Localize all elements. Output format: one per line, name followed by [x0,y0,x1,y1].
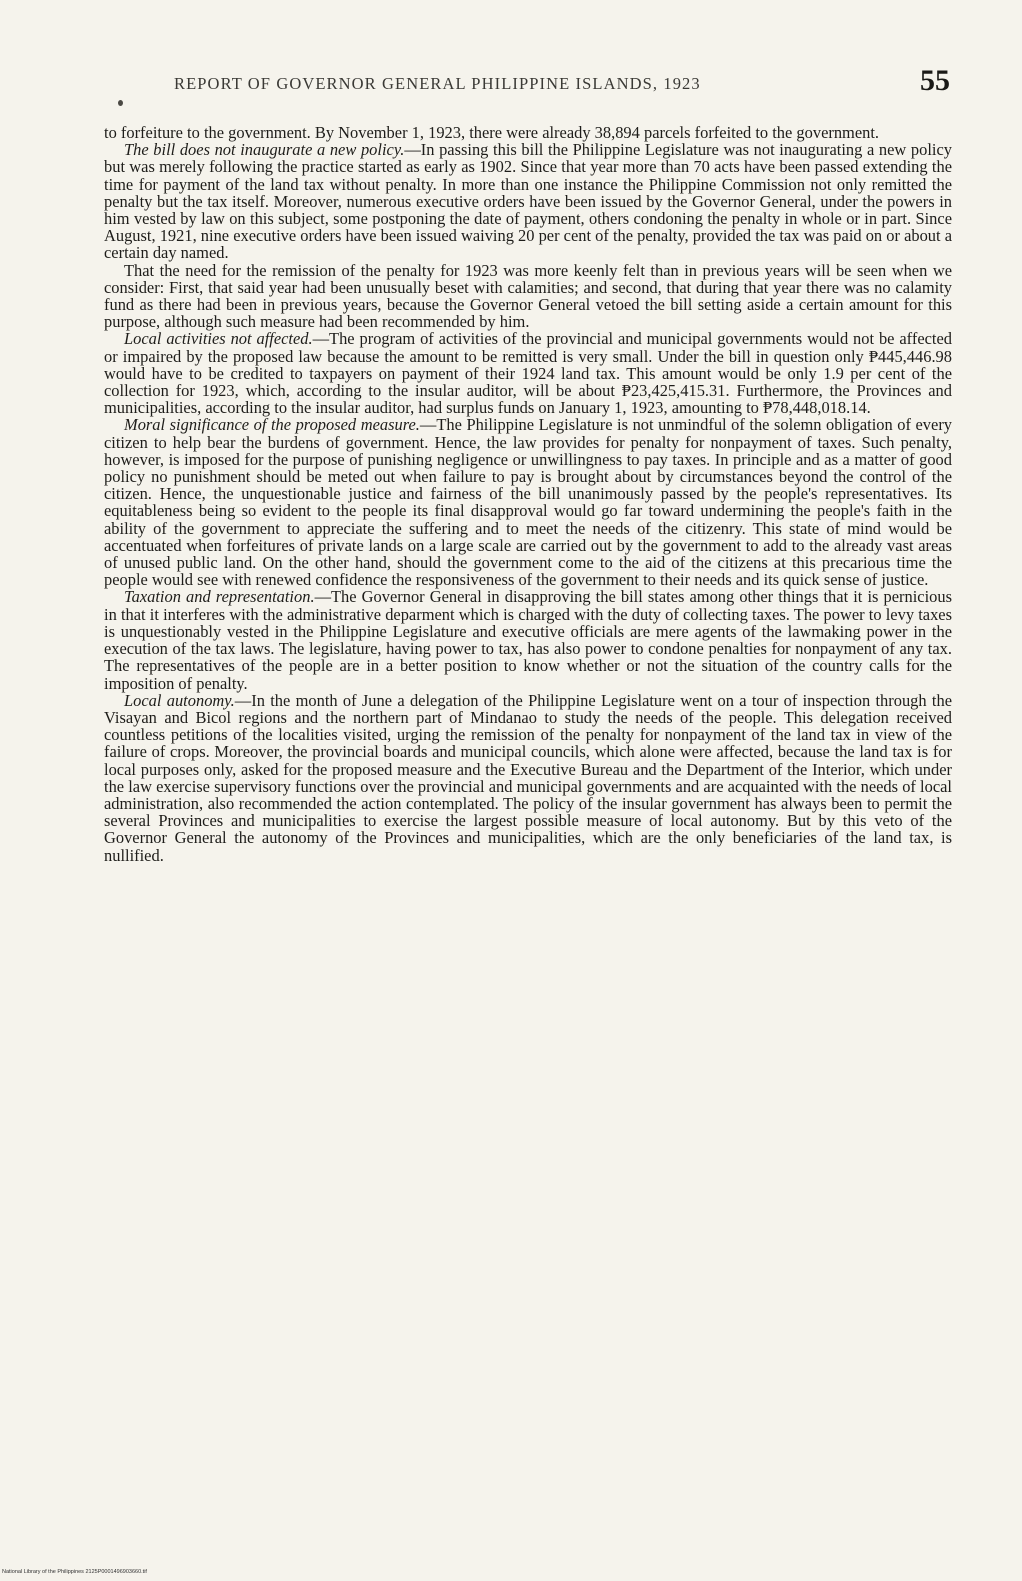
paragraph-lead: Local activities not affected. [124,329,313,349]
paragraph-text: —The Philippine Legislature is not unmindful of the solemn obligation of every citizen to help bear the burdens of government. Hence, the law provides for penalty for nonpayment of taxes. Such penalty, however, is imposed for the purpose of punishing negligence or unwillingness to pay taxes. In principle and as a matter of good policy no punishment should be meted out when failure to pay is brought about by circumstances beyond the control of the citizen. Hence, the unquestionable justice and fairness of the bill unanimously passed by the people's representatives. Its equitableness being so evident to the people its final disapproval would go far toward undermining the people's faith in the ability of the government to appreciate the suffering and to meet the needs of the citizenry. This state of mind would be accentuated when forfeitures of private lands on a large scale are carried out by the government to add to the already vast areas of unused public land. On the other hand, should the government come to the aid of the citizens at this precarious time the people would see with renewed confidence the responsiveness of the government to their needs and its quick sense of justice. [104,415,953,590]
paragraph-local-activities [104,330,952,416]
paragraph-text: —In the month of June a delegation of the Philippine Legislature went on a tour of inspection through the Visayan and Bicol regions and the northern part of Mindanao to study the needs of the people. This delegation received countless petitions of the localities visited, urging the remission of the penalty for nonpayment of the land tax in view of the failure of crops. Moreover, the provincial boards and municipal councils, which alone were affected, because the land tax is for local purposes only, asked for the proposed measure and the Executive Bureau and the Department of the Interior, which under the law exercise supervisory functions over the provincial and municipal governments and are acquainted with the needs of local administration, also recommended the action contemplated. The policy of the insular government has always been to permit the several Provinces and municipalities to exercise the largest possible measure of local autonomy. But by this veto of the Governor General the autonomy of the Provinces and municipalities, which are the only beneficiaries of the land tax, is nullified. [104,690,952,865]
paragraph-lead: The bill does not inaugurate a new policy. [124,140,405,160]
paragraph-new-policy [104,141,952,261]
paragraph-local-autonomy [104,692,952,864]
paragraph-remission-need [104,262,952,331]
paragraph-lead: Taxation and representation. [124,587,315,607]
paragraph-text: to forfeiture to the government. By November 1, 1923, there were already 38,894 parcels forfeited to the government. [104,123,880,142]
paragraph-text: —In passing this bill the Philippine Legislature was not inaugurating a new policy but was merely following the practice started as early as 1902. Since that year more than 70 acts have been passed extending the time for payment of the land tax without penalty. In more than one instance the Philippine Commission not only remitted the penalty but the tax itself. Moreover, numerous executive orders have been issued by the Governor General, under the powers in him vested by law on this subject, some postponing the date of payment, others condoning the penalty in whole or in part. Since August, 1921, nine executive orders have been issued waiving 20 per cent of the penalty, provided the tax was paid on or about a certain day named. [104,140,952,263]
body-text [104,124,952,864]
paragraph-lead: Local autonomy. [124,690,235,710]
paragraph-text: That the need for the remission of the penalty for 1923 was more keenly felt than in previous years will be seen when we consider: First, that said year had been unusually beset with calamities; and second, that during that year there was no calamity fund as there had been in previous years, because the Governor General vetoed the bill setting aside a certain amount for this purpose, although such measure had been recommended by him. [104,260,952,332]
paragraph-lead: Moral significance of the proposed measure. [124,415,420,435]
paragraph-taxation [104,588,952,691]
paragraph-text: —The program of activities of the provincial and municipal governments would not be affected or impaired by the proposed law because the amount to be remitted is very small. Under the bill in question only ₱445,446.98 would have to be credited to taxpayers on payment of their 1924 land tax. This amount would be only 1.9 per cent of the collection for 1923, which, according to the insular auditor, will be about ₱23,425,415.31. Furthermore, the Provinces and municipalities, according to the insular auditor, had surplus funds on January 1, 1923, amounting to ₱78,448,018.14. [104,329,952,418]
paragraph-moral-significance [104,416,952,588]
running-head: REPORT OF GOVERNOR GENERAL PHILIPPINE ISLANDS, 1923 [174,74,701,93]
scan-label: National Library of the Philippines 2125P0001496903660.tif [2,1569,147,1575]
paragraph-continuation [104,124,952,141]
paragraph-text: —The Governor General in disapproving the bill states among other things that it is pernicious in that it interferes with the administrative deparment which is charged with the duty of collecting taxes. The power to levy taxes is unquestionably vested in the Philippine Legislature and executive officials are mere agents of the lawmaking power in the execution of the tax laws. The legislature, having power to tax, has also power to condone penalties for nonpayment of any tax. The representatives of the people are in a better position to know whether or not the situation of the country calls for the imposition of penalty. [104,587,952,693]
page-number: 55 [920,64,950,97]
page-header [104,64,952,108]
scan-speck [118,100,123,106]
